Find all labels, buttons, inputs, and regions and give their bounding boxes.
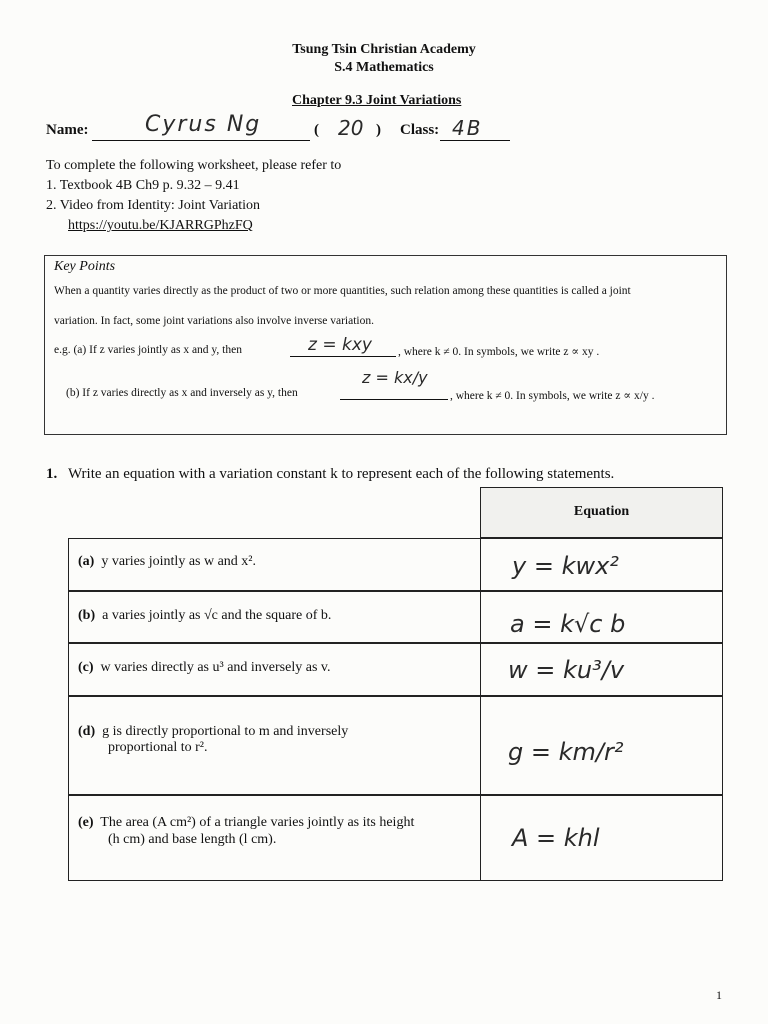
row-b-statement xyxy=(78,608,331,624)
chapter-title: Chapter 9.3 Joint Variations xyxy=(292,93,462,108)
class-underline xyxy=(440,140,510,141)
row-a-answer[interactable]: y = kwx² xyxy=(512,552,619,580)
example-a-prompt: e.g. (a) If z varies jointly as x and y, then xyxy=(54,344,242,356)
row-label: (e) xyxy=(78,815,94,830)
row-text: w varies directly as u³ and inversely as v. xyxy=(100,660,331,675)
row-b-answer[interactable]: a = k√c b xyxy=(510,610,626,638)
example-a-tail: , where k ≠ 0. In symbols, we write z ∝ xy . xyxy=(398,346,600,358)
question-text: Write an equation with a variation constant k to represent each of the following statements. xyxy=(68,466,615,482)
row-e-statement xyxy=(78,815,414,831)
key-points-definition-line1: When a quantity varies directly as the product of two or more quantities, such relation among these quantities is called a joint xyxy=(54,285,631,297)
example-b-answer[interactable]: z = kx/y xyxy=(362,368,428,387)
course-name: S.4 Mathematics xyxy=(334,60,434,75)
class-number-close-paren: ) xyxy=(376,122,381,138)
example-b-tail: , where k ≠ 0. In symbols, we write z ∝ x/y . xyxy=(450,390,655,402)
row-label: (c) xyxy=(78,660,94,675)
example-b-answer-line xyxy=(340,399,448,400)
example-b-prompt: (b) If z varies directly as x and inversely as y, then xyxy=(66,387,298,399)
row-c-statement xyxy=(78,660,331,676)
row-text-continued: proportional to r². xyxy=(108,740,208,755)
question-number: 1. xyxy=(46,466,58,482)
row-d-answer[interactable]: g = km/r² xyxy=(508,738,624,766)
row-text: The area (A cm²) of a triangle varies jointly as its height xyxy=(100,815,415,830)
example-a-answer[interactable]: z = kxy xyxy=(308,335,372,355)
row-text: a varies jointly as √c and the square of b. xyxy=(102,608,332,623)
example-a-answer-line xyxy=(290,356,396,357)
class-number-open-paren: ( xyxy=(314,122,319,138)
instructions-intro: To complete the following worksheet, please refer to xyxy=(46,158,342,173)
equation-column-label: Equation xyxy=(573,504,630,519)
key-points-title: Key Points xyxy=(54,259,116,274)
school-name: Tsung Tsin Christian Academy xyxy=(292,42,476,57)
class-number-value[interactable]: 20 xyxy=(338,116,364,140)
row-d-statement xyxy=(78,724,348,740)
name-underline xyxy=(92,140,310,141)
name-label: Name: xyxy=(46,122,89,138)
reference-video: 2. Video from Identity: Joint Variation xyxy=(46,198,261,213)
key-points-definition-line2: variation. In fact, some joint variations also involve inverse variation. xyxy=(54,315,374,327)
row-a-statement xyxy=(78,554,256,570)
class-label: Class: xyxy=(400,122,440,138)
name-value[interactable]: Cyrus Ng xyxy=(145,112,262,137)
reference-textbook: 1. Textbook 4B Ch9 p. 9.32 – 9.41 xyxy=(46,178,240,193)
row-text: y varies jointly as w and x². xyxy=(101,554,256,569)
page-number: 1 xyxy=(716,988,722,1002)
row-label: (b) xyxy=(78,608,96,623)
row-label: (d) xyxy=(78,724,96,739)
row-text-continued: (h cm) and base length (l cm). xyxy=(108,832,277,847)
video-link[interactable]: https://youtu.be/KJARRGPhzFQ xyxy=(68,218,253,233)
row-e-answer[interactable]: A = khl xyxy=(512,824,600,852)
row-label: (a) xyxy=(78,554,95,569)
row-text: g is directly proportional to m and inversely xyxy=(102,724,349,739)
class-value[interactable]: 4B xyxy=(452,116,483,140)
row-c-answer[interactable]: w = ku³/v xyxy=(508,656,625,684)
